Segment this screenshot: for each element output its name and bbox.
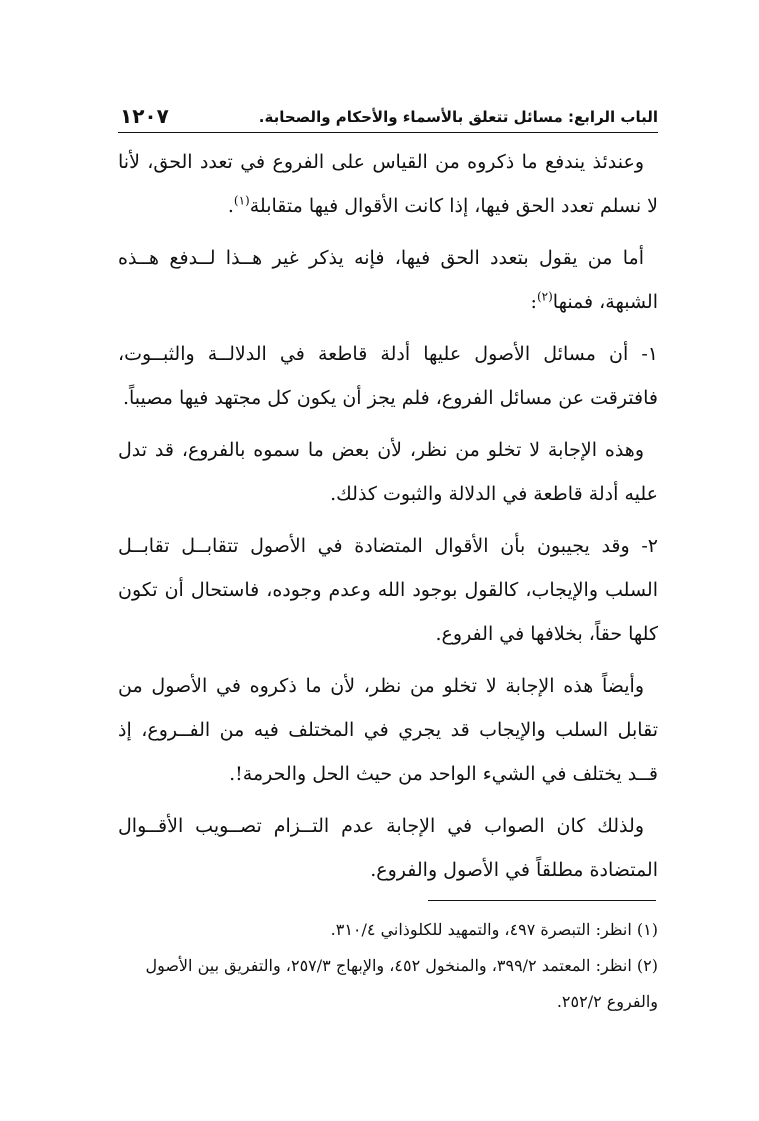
footnotes: [118, 912, 658, 1020]
paragraph: ٢- وقد يجيبون بأن الأقوال المتضادة في الأصول تتقابــل تقابــل السلب والإيجاب، كالقول بوجود الله وعدم وجوده، فاستحال أن تكون كلها حقاً، بخلافها في الفروع.: [118, 535, 658, 645]
paragraph: وأيضاً هذه الإجابة لا تخلو من نظر، لأن ما ذكروه في الأصول من تقابل السلب والإيجاب قد يجري في المختلف فيه من الفــروع، إذ قــد يختلف في الشيء الواحد من حيث الحل والحرمة!.: [118, 675, 658, 785]
page-number: ١٢٠٧: [120, 104, 169, 128]
paragraph: ولذلك كان الصواب في الإجابة عدم التــزام تصــويب الأقــوال المتضادة مطلقاً في الأصول والفروع.: [118, 815, 658, 881]
footnote-ref: (٢): [536, 289, 553, 304]
footnote: (١) انظر: التبصرة ٤٩٧، والتمهيد للكلوذاني ٣١٠/٤.: [330, 920, 658, 939]
footnote-ref: (١): [233, 193, 250, 208]
paragraph: وعندئذ يندفع ما ذكروه من القياس على الفروع في تعدد الحق، لأنا لا نسلم تعدد الحق فيها، إذا كانت الأقوال فيها متقابلة$^{(١)}$.: [118, 151, 658, 217]
paragraph: أما من يقول بتعدد الحق فيها، فإنه يذكر غير هــذا لــدفع هــذه الشبهة، فمنها$^{(٢)}$:: [118, 247, 658, 313]
main-text: [118, 140, 658, 900]
footnote-divider: [428, 900, 656, 901]
chapter-title: الباب الرابع: مسائل تتعلق بالأسماء والأحكام والصحابة.: [258, 108, 658, 126]
paragraph: ١- أن مسائل الأصول عليها أدلة قاطعة في الدلالــة والثبــوت، فافترقت عن مسائل الفروع، فلم يجز أن يكون كل مجتهد فيها مصيباً.: [118, 343, 658, 409]
paragraph: وهذه الإجابة لا تخلو من نظر، لأن بعض ما سموه بالفروع، قد تدل عليه أدلة قاطعة في الدلالة والثبوت كذلك.: [118, 439, 658, 505]
footnote: (٢) انظر: المعتمد ٣٩٩/٢، والمنخول ٤٥٢، والإبهاج ٢٥٧/٣، والتفريق بين الأصول والفروع ٢٥٢/٢.: [145, 956, 658, 1011]
running-header: [118, 104, 658, 133]
